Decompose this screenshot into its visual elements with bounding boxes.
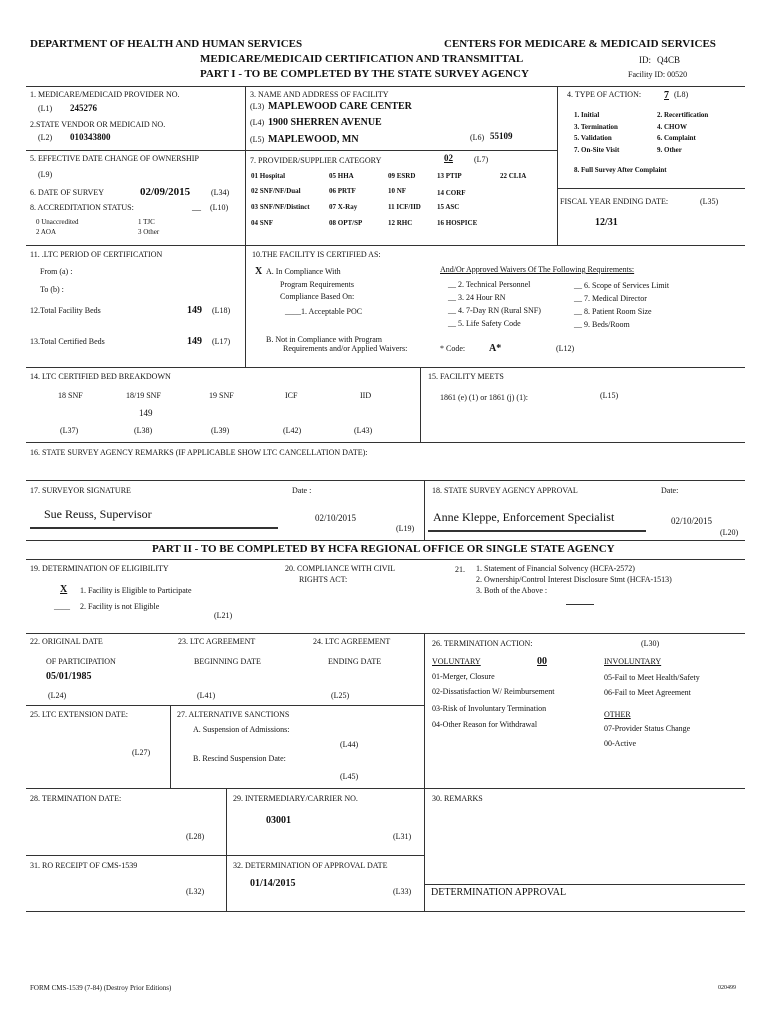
original-date-value: 05/01/1985 bbox=[46, 671, 92, 682]
field-7-label: 7. PROVIDER/SUPPLIER CATEGORY bbox=[250, 156, 382, 165]
field-32-code: (L33) bbox=[393, 887, 412, 896]
header-id-label: ID: bbox=[639, 55, 651, 65]
eligibility-opt1: 1. Facility is Eligible to Participate bbox=[80, 586, 192, 595]
voluntary-heading: VOLUNTARY bbox=[432, 657, 481, 666]
total-facility-beds-code: (L18) bbox=[212, 306, 231, 315]
agency-date: 02/10/2015 bbox=[671, 516, 713, 526]
part2-title: PART II - TO BE COMPLETED BY HCFA REGIONAL OFFICE OR SINGLE STATE AGENCY bbox=[152, 543, 615, 555]
compliance-b: B. Not in Compliance with Program bbox=[266, 335, 382, 344]
waiver-item: __ 3. 24 Hour RN bbox=[448, 293, 506, 302]
waiver-label: 7. Medical Director bbox=[584, 294, 647, 303]
category-option: 10 NF bbox=[388, 187, 407, 195]
rule bbox=[26, 540, 745, 541]
s21-item: 2. Ownership/Control Interest Disclosure Stmt (HCFA-1513) bbox=[476, 575, 672, 584]
bed-code: (L38) bbox=[134, 426, 153, 435]
bed-col-header: 19 SNF bbox=[209, 391, 234, 400]
field-29-code: (L31) bbox=[393, 832, 412, 841]
field-18-date-label: Date: bbox=[661, 486, 679, 495]
header-department: DEPARTMENT OF HEALTH AND HUMAN SERVICES bbox=[30, 38, 303, 50]
header-id-value: Q4CB bbox=[657, 55, 681, 65]
eligibility-mark: X bbox=[60, 584, 68, 595]
field-25-label: 25. LTC EXTENSION DATE: bbox=[30, 710, 128, 719]
rule bbox=[226, 788, 227, 911]
waiver-item: __ 4. 7-Day RN (Rural SNF) bbox=[448, 306, 541, 315]
action-option: 1. Initial bbox=[574, 111, 600, 119]
field-2-label: 2.STATE VENDOR OR MEDICAID NO. bbox=[30, 120, 166, 129]
form-footer: FORM CMS-1539 (7-84) (Destroy Prior Editions) bbox=[30, 984, 172, 992]
fiscal-year-code: (L35) bbox=[700, 197, 719, 206]
category-option: 06 PRTF bbox=[329, 187, 356, 195]
accreditation-option: 1 TJC bbox=[138, 218, 155, 226]
voluntary-item: 04-Other Reason for Withdrawal bbox=[432, 720, 538, 729]
field-17-date-label: Date : bbox=[292, 486, 312, 495]
termination-value: 00 bbox=[537, 656, 547, 667]
field-26-code: (L30) bbox=[641, 639, 660, 648]
category-option: 14 CORF bbox=[437, 189, 466, 197]
field-26-label: 26. TERMINATION ACTION: bbox=[432, 639, 533, 648]
rule bbox=[26, 911, 745, 912]
field-8-label: 8. ACCREDITATION STATUS: bbox=[30, 203, 134, 212]
action-option: 8. Full Survey After Complaint bbox=[574, 166, 667, 174]
sanction-b: B. Rescind Suspension Date: bbox=[193, 754, 286, 763]
s21-item: 1. Statement of Financial Solvency (HCFA-2572) bbox=[476, 564, 635, 573]
field-17-label: 17. SURVEYOR SIGNATURE bbox=[30, 486, 131, 495]
rule bbox=[30, 527, 278, 529]
compliance-poc: ____1. Acceptable POC bbox=[285, 307, 363, 316]
surveyor-signature: Sue Reuss, Supervisor bbox=[44, 507, 152, 521]
waiver-item: __ 8. Patient Room Size bbox=[574, 307, 652, 316]
category-option: 15 ASC bbox=[437, 203, 460, 211]
header-part1: PART I - TO BE COMPLETED BY THE STATE SURVEY AGENCY bbox=[200, 68, 529, 80]
field-20-label: 20. COMPLIANCE WITH CIVIL bbox=[285, 564, 396, 573]
surveyor-date: 02/10/2015 bbox=[315, 513, 357, 523]
waiver-item: __ 6. Scope of Services Limit bbox=[574, 281, 670, 290]
rule bbox=[26, 367, 745, 368]
code-label: * Code: bbox=[440, 344, 466, 353]
category-option: 11 ICF/IID bbox=[388, 203, 421, 211]
accreditation-option: 0 Unaccredited bbox=[36, 218, 79, 226]
voluntary-item: 02-Dissatisfaction W/ Reimbursement bbox=[432, 687, 555, 696]
voluntary-item: 01-Merger, Closure bbox=[432, 672, 495, 681]
category-option: 03 SNF/NF/Distinct bbox=[251, 203, 310, 211]
sanction-b-code: (L45) bbox=[340, 772, 359, 781]
field-27-label: 27. ALTERNATIVE SANCTIONS bbox=[177, 710, 290, 719]
form-number: 020499 bbox=[718, 985, 736, 991]
waiver-item: __ 9. Beds/Room bbox=[574, 320, 630, 329]
field-15-label: 15. FACILITY MEETS bbox=[428, 372, 504, 381]
field-31-code: (L32) bbox=[186, 887, 205, 896]
field-28-code: (L28) bbox=[186, 832, 205, 841]
facility-city: MAPLEWOOD, MN bbox=[268, 134, 359, 145]
other-item: 07-Provider Status Change bbox=[604, 724, 691, 733]
field-22-label2: OF PARTICIPATION bbox=[46, 657, 116, 666]
action-option: 9. Other bbox=[657, 146, 682, 154]
s21-item: 3. Both of the Above : bbox=[476, 586, 548, 595]
bed-col-header: ICF bbox=[285, 391, 298, 400]
rule bbox=[424, 480, 425, 540]
other-heading: OTHER bbox=[604, 710, 631, 719]
rule bbox=[26, 86, 745, 87]
action-option: 2. Recertification bbox=[657, 111, 709, 119]
sanction-a: A. Suspension of Admissions: bbox=[193, 725, 290, 734]
accreditation-option: 3 Other bbox=[138, 228, 160, 236]
field-3-l4: (L4) bbox=[250, 118, 265, 127]
facility-meets-text: 1861 (e) (1) or 1861 (j) (1): bbox=[440, 393, 528, 402]
rule bbox=[424, 884, 745, 885]
eligibility-code: (L21) bbox=[214, 611, 233, 620]
field-8-code: (L10) bbox=[210, 203, 229, 212]
field-6-label: 6. DATE OF SURVEY bbox=[30, 188, 105, 197]
involuntary-heading: INVOLUNTARY bbox=[604, 657, 662, 666]
field-31-label: 31. RO RECEIPT OF CMS-1539 bbox=[30, 861, 138, 870]
compliance-mark: X bbox=[255, 266, 263, 277]
bed-count-1819: 149 bbox=[139, 408, 153, 418]
waiver-label: 8. Patient Room Size bbox=[584, 307, 652, 316]
header-facility-id: Facility ID: 00520 bbox=[628, 70, 688, 79]
total-facility-beds: 149 bbox=[187, 305, 202, 316]
eligibility-blank: ____ bbox=[54, 602, 70, 611]
action-option: 7. On-Site Visit bbox=[574, 146, 620, 154]
category-option: 01 Hospital bbox=[251, 172, 286, 180]
rule bbox=[557, 86, 558, 245]
field-22-label: 22. ORIGINAL DATE bbox=[30, 637, 103, 646]
field-24-label: 24. LTC AGREEMENT bbox=[313, 637, 391, 646]
field-1-code: (L1) bbox=[38, 104, 53, 113]
involuntary-item: 06-Fail to Meet Agreement bbox=[604, 688, 691, 697]
facility-address: 1900 SHERREN AVENUE bbox=[268, 117, 382, 128]
waivers-heading: And/Or Approved Waivers Of The Following Requirements: bbox=[440, 265, 635, 274]
rule bbox=[26, 633, 745, 634]
total-certified-beds-code: (L17) bbox=[212, 337, 231, 346]
type-of-action-value: 7 bbox=[664, 90, 669, 101]
field-5-label: 5. EFFECTIVE DATE CHANGE OF OWNERSHIP bbox=[30, 154, 199, 163]
waiver-label: 5. Life Safety Code bbox=[458, 319, 521, 328]
approval-date: 01/14/2015 bbox=[250, 878, 296, 889]
field-14-label: 14. LTC CERTIFIED BED BREAKDOWN bbox=[30, 372, 171, 381]
field-32-label: 32. DETERMINATION OF APPROVAL DATE bbox=[233, 861, 388, 870]
category-option: 12 RHC bbox=[388, 219, 413, 227]
other-item: 00-Active bbox=[604, 739, 636, 748]
rule bbox=[424, 788, 425, 911]
field-23-label: 23. LTC AGREEMENT bbox=[178, 637, 256, 646]
field-4-code: (L8) bbox=[674, 90, 689, 99]
agency-signature: Anne Kleppe, Enforcement Specialist bbox=[433, 510, 615, 524]
determination-approval: DETERMINATION APPROVAL bbox=[431, 887, 567, 898]
fiscal-year-label: FISCAL YEAR ENDING DATE: bbox=[560, 197, 669, 206]
rule bbox=[26, 245, 745, 246]
voluntary-item: 03-Risk of Involuntary Termination bbox=[432, 704, 547, 713]
intermediary-number: 03001 bbox=[266, 815, 291, 826]
field-19-label: 19. DETERMINATION OF ELIGIBILITY bbox=[30, 564, 169, 573]
field-24-label2: ENDING DATE bbox=[328, 657, 382, 666]
category-option: 07 X-Ray bbox=[329, 203, 358, 211]
action-option: 4. CHOW bbox=[657, 123, 687, 131]
accreditation-blank: __ bbox=[192, 202, 201, 212]
field-22-code: (L24) bbox=[48, 691, 67, 700]
category-option: 22 CLIA bbox=[500, 172, 527, 180]
field-24-code: (L25) bbox=[331, 691, 350, 700]
compliance-a2: Program Requirements bbox=[280, 280, 354, 289]
waiver-item: __ 7. Medical Director bbox=[574, 294, 647, 303]
bed-col-header: 18/19 SNF bbox=[126, 391, 161, 400]
rule bbox=[566, 604, 594, 605]
header-centers: CENTERS FOR MEDICARE & MEDICAID SERVICES bbox=[444, 38, 716, 50]
agency-code: (L20) bbox=[720, 528, 739, 537]
compliance-b2: Requirements and/or Applied Waivers: bbox=[283, 344, 408, 353]
header-form-title: MEDICARE/MEDICAID CERTIFICATION AND TRANSMITTAL bbox=[200, 53, 524, 65]
rule bbox=[26, 150, 245, 151]
surveyor-code: (L19) bbox=[396, 524, 415, 533]
rule bbox=[245, 86, 246, 245]
field-1-label: 1. MEDICARE/MEDICAID PROVIDER NO. bbox=[30, 90, 180, 99]
bed-code: (L39) bbox=[211, 426, 230, 435]
field-7-code: (L7) bbox=[474, 155, 489, 164]
fiscal-year-value: 12/31 bbox=[595, 217, 618, 228]
category-option: 08 OPT/SP bbox=[329, 219, 363, 227]
category-option: 09 ESRD bbox=[388, 172, 416, 180]
category-option: 16 HOSPICE bbox=[437, 219, 478, 227]
field-29-label: 29. INTERMEDIARY/CARRIER NO. bbox=[233, 794, 358, 803]
facility-name: MAPLEWOOD CARE CENTER bbox=[268, 101, 412, 112]
facility-zip: 55109 bbox=[490, 131, 513, 141]
waiver-item: __ 5. Life Safety Code bbox=[448, 319, 521, 328]
rule bbox=[26, 559, 745, 560]
category-option: 04 SNF bbox=[251, 219, 273, 227]
action-option: 5. Validation bbox=[574, 134, 612, 142]
provider-number: 245276 bbox=[70, 103, 97, 113]
field-23-code: (L41) bbox=[197, 691, 216, 700]
field-2-code: (L2) bbox=[38, 133, 53, 142]
ltc-from-label: From (a) : bbox=[40, 267, 73, 276]
bed-col-header: 18 SNF bbox=[58, 391, 83, 400]
field-3-l5: (L5) bbox=[250, 135, 265, 144]
field-3-l3: (L3) bbox=[250, 102, 265, 111]
rule bbox=[245, 245, 246, 367]
action-option: 3. Termination bbox=[574, 123, 618, 131]
rule bbox=[26, 705, 424, 706]
accreditation-option: 2 AOA bbox=[36, 228, 57, 236]
sanction-a-code: (L44) bbox=[340, 740, 359, 749]
code-l12: (L12) bbox=[556, 344, 575, 353]
field-3-label: 3. NAME AND ADDRESS OF FACILITY bbox=[250, 90, 389, 99]
rule bbox=[26, 442, 745, 443]
rule bbox=[424, 633, 425, 788]
field-16-label: 16. STATE SURVEY AGENCY REMARKS (IF APPLICABLE SHOW LTC CANCELLATION DATE): bbox=[30, 448, 368, 457]
field-11-label: 11. .LTC PERIOD OF CERTIFICATION bbox=[30, 250, 163, 259]
waiver-label: 3. 24 Hour RN bbox=[458, 293, 506, 302]
rule bbox=[26, 480, 745, 481]
bed-col-header: IID bbox=[360, 391, 372, 400]
code-value: A* bbox=[489, 343, 502, 354]
compliance-a: A. In Compliance With bbox=[266, 267, 341, 276]
rule bbox=[170, 705, 171, 788]
involuntary-item: 05-Fail to Meet Health/Safety bbox=[604, 673, 700, 682]
action-option: 6. Complaint bbox=[657, 134, 696, 142]
field-28-label: 28. TERMINATION DATE: bbox=[30, 794, 122, 803]
compliance-a3: Compliance Based On: bbox=[280, 292, 355, 301]
waiver-label: 9. Beds/Room bbox=[584, 320, 630, 329]
field-3-l6: (L6) bbox=[470, 133, 485, 142]
category-option: 02 SNF/NF/Dual bbox=[251, 187, 301, 195]
total-facility-beds-label: 12.Total Facility Beds bbox=[30, 306, 101, 315]
rule bbox=[420, 367, 421, 442]
provider-category-value: 02 bbox=[444, 153, 453, 163]
waiver-label: 6. Scope of Services Limit bbox=[584, 281, 670, 290]
field-30-label: 30. REMARKS bbox=[432, 794, 483, 803]
bed-code: (L43) bbox=[354, 426, 373, 435]
bed-code: (L42) bbox=[283, 426, 302, 435]
field-20-label2: RIGHTS ACT: bbox=[299, 575, 348, 584]
field-21-label: 21. bbox=[455, 565, 465, 574]
eligibility-opt2: 2. Facility is not Eligible bbox=[80, 602, 160, 611]
rule bbox=[26, 855, 424, 856]
ltc-to-label: To (b) : bbox=[40, 285, 64, 294]
vendor-number: 010343800 bbox=[70, 132, 111, 142]
waiver-label: 2. Technical Personnel bbox=[458, 280, 531, 289]
rule bbox=[245, 150, 557, 151]
rule bbox=[26, 788, 745, 789]
category-option: 13 PTIP bbox=[437, 172, 462, 180]
field-18-label: 18. STATE SURVEY AGENCY APPROVAL bbox=[432, 486, 578, 495]
survey-date: 02/09/2015 bbox=[140, 186, 191, 198]
bed-code: (L37) bbox=[60, 426, 79, 435]
waiver-item: __ 2. Technical Personnel bbox=[448, 280, 531, 289]
category-option: 05 HHA bbox=[329, 172, 354, 180]
total-certified-beds-label: 13.Total Certified Beds bbox=[30, 337, 105, 346]
field-4-label: 4. TYPE OF ACTION: bbox=[567, 90, 642, 99]
rule bbox=[557, 188, 745, 189]
waiver-label: 4. 7-Day RN (Rural SNF) bbox=[458, 306, 541, 315]
total-certified-beds: 149 bbox=[187, 336, 202, 347]
rule bbox=[428, 530, 646, 532]
field-10-label: 10.THE FACILITY IS CERTIFIED AS: bbox=[252, 250, 381, 259]
field-25-code: (L27) bbox=[132, 748, 151, 757]
field-5-code: (L9) bbox=[38, 170, 53, 179]
field-23-label2: BEGINNING DATE bbox=[194, 657, 261, 666]
facility-meets-code: (L15) bbox=[600, 391, 619, 400]
field-6-code: (L34) bbox=[211, 188, 230, 197]
